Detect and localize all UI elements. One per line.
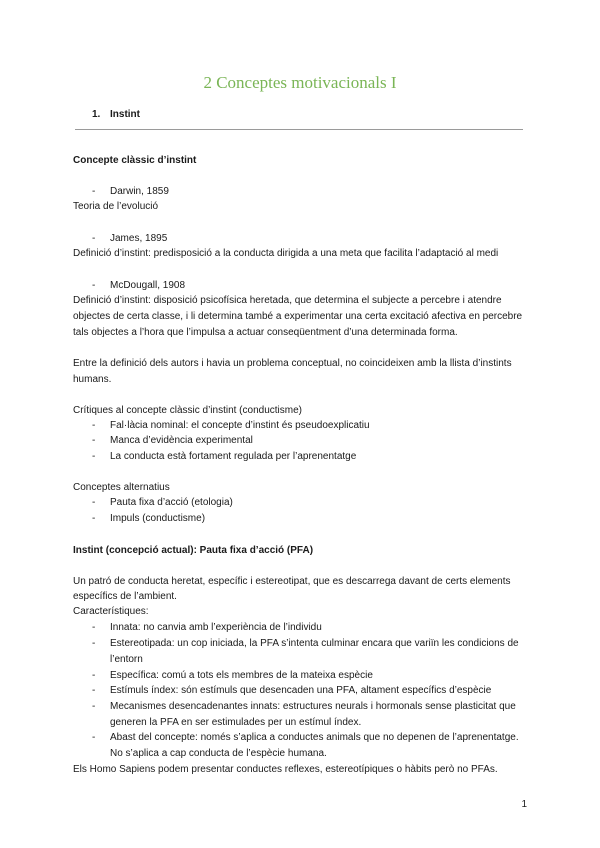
section-title: Instint [110, 109, 140, 120]
bullet-marker: - [92, 513, 96, 524]
pfa-heading: Instint (concepció actual): Pauta fixa d’acció (PFA) [73, 545, 314, 556]
critique-item: Fal·làcia nominal: el concepte d’instint és pseudoexplicatiu [110, 420, 370, 431]
bullet-marker: - [92, 622, 96, 633]
document-title: 2 Conceptes motivacionals I [203, 73, 397, 92]
page-number: 1 [521, 799, 527, 810]
mcdougall-line: objectes de certa classe, i li determina també a experimentar una certa excitació afectiva en percebre [73, 311, 523, 322]
characteristic-item-cont: l’entorn [110, 654, 143, 665]
darwin-author: Darwin, 1859 [110, 186, 169, 197]
characteristic-item-cont: No s’aplica a cap conducta de l’espècie humana. [110, 748, 327, 759]
james-author: James, 1895 [110, 233, 168, 244]
characteristic-item: Mecanismes desencadenantes innats: estructures neurals i hormonals sense plasticitat que [110, 701, 516, 712]
bullet-marker: - [92, 732, 96, 743]
characteristic-item: Estímuls índex: són estímuls que desencaden una PFA, altament específics d’espècie [110, 685, 492, 696]
bullet-marker: - [92, 685, 96, 696]
james-text: Definició d’instint: predisposició a la conducta dirigida a una meta que facilita l’adaptació al medi [73, 248, 499, 259]
bullet-marker: - [92, 670, 96, 681]
mcdougall-line: tals objectes a l’hora que l’impulsa a actuar conseqüentment d’una determinada forma. [73, 327, 458, 338]
bullet-marker: - [92, 280, 96, 291]
characteristic-item: Específica: comú a tots els membres de la mateixa espècie [110, 670, 373, 681]
characteristic-item: Innata: no canvia amb l’experiència de l’individu [110, 622, 322, 633]
bullet-marker: - [92, 233, 96, 244]
darwin-text: Teoria de l’evolució [73, 201, 159, 212]
characteristics-label: Característiques: [73, 606, 149, 617]
mcdougall-author: McDougall, 1908 [110, 280, 186, 291]
summary-line: humans. [73, 374, 112, 385]
alternative-item: Pauta fixa d’acció (etologia) [110, 497, 233, 508]
classic-heading: Concepte clàssic d’instint [73, 155, 197, 166]
alternatives-heading: Conceptes alternatius [73, 482, 170, 493]
pfa-definition-line: específics de l’ambient. [73, 591, 177, 602]
section-divider [75, 129, 523, 130]
bullet-marker: - [92, 497, 96, 508]
characteristic-item: Estereotipada: un cop iniciada, la PFA s’intenta culminar encara que variïn les condicions de [110, 638, 519, 649]
bullet-marker: - [92, 701, 96, 712]
summary-line: Entre la definició dels autors i havia un problema conceptual, no coincideixen amb la llista d’instints [73, 358, 512, 369]
critique-item: La conducta està fortament regulada per l’aprenentatge [110, 451, 357, 462]
bullet-marker: - [92, 451, 96, 462]
characteristic-item-cont: generen la PFA en ser estimulades per un estímul índex. [110, 717, 362, 728]
characteristic-item: Abast del concepte: només s’aplica a conductes animals que no depenen de l’aprenentatge. [110, 732, 519, 743]
bullet-marker: - [92, 638, 96, 649]
mcdougall-line: Definició d’instint: disposició psicofísica heretada, que determina el subjecte a percebre i atendre [73, 295, 502, 306]
pfa-definition-line: Un patró de conducta heretat, específic i estereotipat, que es descarrega davant de certs elements [73, 576, 511, 587]
closing-text: Els Homo Sapiens podem presentar conductes reflexes, estereotípiques o hàbits però no PFAs. [73, 764, 498, 775]
section-number: 1. [92, 109, 101, 120]
critique-item: Manca d’evidència experimental [110, 435, 253, 446]
bullet-marker: - [92, 186, 96, 197]
bullet-marker: - [92, 435, 96, 446]
alternative-item: Impuls (conductisme) [110, 513, 206, 524]
bullet-marker: - [92, 420, 96, 431]
critiques-heading: Crítiques al concepte clàssic d’instint (conductisme) [73, 405, 302, 416]
